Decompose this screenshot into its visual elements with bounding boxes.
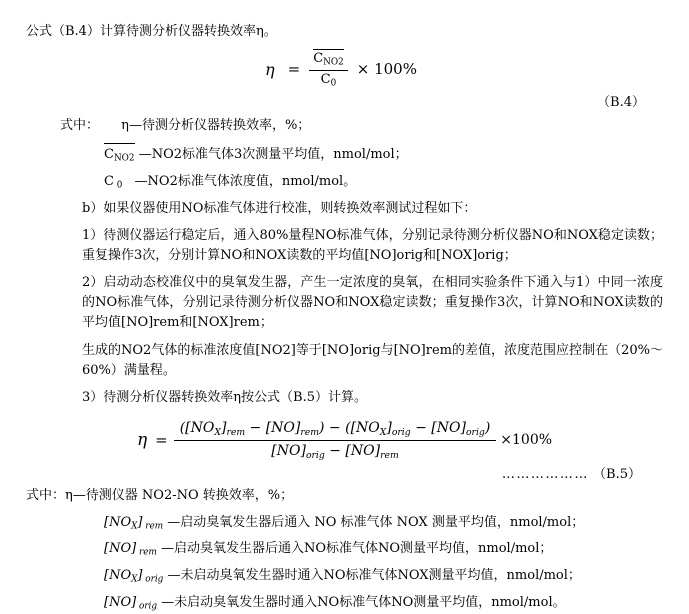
where-label-1: 式中：	[60, 118, 100, 134]
formula-b5-denominator: [NO]orig − [NO]rem	[271, 442, 399, 461]
symbol-no-orig: [NO] $_{orig}$	[104, 594, 158, 612]
item-b: b）如果仪器使用NO标准气体进行校准，则转换效率测试过程如下：	[82, 200, 477, 216]
where-item-1-1: —NO2标准气体3次测量平均值，nmol/mol；	[138, 147, 408, 163]
where-item-1-2: —NO2标准气体浓度值，nmol/mol。	[134, 174, 357, 190]
where-item-2-3: —未启动臭氧发生器时通入NO标准气体NO测量平均值，nmol/mol。	[161, 594, 566, 610]
formula-b4-numerator: $C_{NO2}$	[309, 49, 348, 71]
intro-paragraph: 公式（B.4）计算待测分析仪器转换效率η。	[26, 24, 277, 39]
symbol-nox-rem: $[NO_X]$ $_{rem}$	[104, 514, 164, 532]
where-item-2-2: —未启动臭氧发生器时通入NO标准气体NOX测量平均值，nmol/mol；	[167, 568, 581, 584]
where-item-2-1-line	[26, 539, 663, 560]
formula-b4-eta: η	[265, 59, 275, 79]
formula-b5-eta: η	[136, 430, 148, 451]
step-2: 2）启动动态校准仪中的臭氧发生器，产生一定浓度的臭氧，在相同实验条件下通入与1）中同一浓度的NO标准气体，分别记录待测分析仪器NO和NOX稳定读数；重复操作3次，计算NO和NOX读数的平均值[NO]rem和[NOX]rem；	[82, 275, 663, 331]
formula-b5-number-line	[26, 463, 663, 482]
symbol-c-no2: $C_{NO2}$	[104, 143, 135, 166]
formula-b5-fraction	[174, 420, 497, 461]
symbol-c-0: C $_0$	[104, 174, 123, 191]
where-item-2-2-line	[26, 566, 663, 587]
symbol-no-rem: [NO] $_{rem}$	[104, 541, 157, 558]
where-item-2-1: —启动臭氧发生器后通入NO标准气体NO测量平均值，nmol/mol；	[160, 541, 553, 557]
where-item-1-2-line	[26, 172, 663, 193]
formula-b4-denominator: $C_0$	[320, 71, 337, 89]
formula-b4-fraction	[309, 49, 348, 89]
formula-b4-equals: =	[287, 60, 301, 79]
formula-b5-equals: =	[155, 431, 168, 450]
formula-b5-dots: ………………	[501, 466, 589, 482]
where-line-1	[26, 116, 663, 136]
step-2-note: 生成的NO2气体的标准浓度值[NO2]等于[NO]orig与[NO]rem的差值，浓度范围应控制在（20%～60%）满量程。	[82, 342, 663, 378]
where-label-2: 式中：η—待测仪器 NO2-NO 转换效率，%；	[26, 487, 294, 503]
step-1: 1）待测仪器运行稳定后，通入80%量程NO标准气体，分别记录待测分析仪器NO和NOX稳定读数；重复操作3次，分别计算NO和NOX读数的平均值[NO]orig和[NOX]orig；	[82, 227, 663, 264]
formula-b5-numerator: ([NOX]rem − [NO]rem) − ([NOX]orig − [NO]orig)	[174, 420, 497, 441]
formula-b5-tail: ×100%	[500, 432, 553, 449]
symbol-nox-orig: $[NO_X]$ $_{orig}$	[104, 568, 164, 585]
formula-b5	[26, 420, 663, 461]
where-item-1-1-line	[26, 143, 663, 166]
step-3: 3）待测分析仪器转换效率η按公式（B.5）计算。	[82, 389, 368, 405]
where-item-1-0: η—待测分析仪器转换效率，%；	[121, 118, 311, 134]
where-item-2-3-line	[26, 593, 663, 614]
where-item-2-0: —启动臭氧发生器后通入 NO 标准气体 NOX 测量平均值，nmol/mol；	[167, 514, 585, 530]
formula-b4-number: （B.4）	[597, 95, 645, 111]
formula-b5-number: （B.5）	[593, 466, 641, 482]
formula-b4	[26, 49, 663, 89]
formula-b4-tail: × 100%	[356, 60, 417, 79]
where-item-2-0-line	[26, 513, 663, 534]
